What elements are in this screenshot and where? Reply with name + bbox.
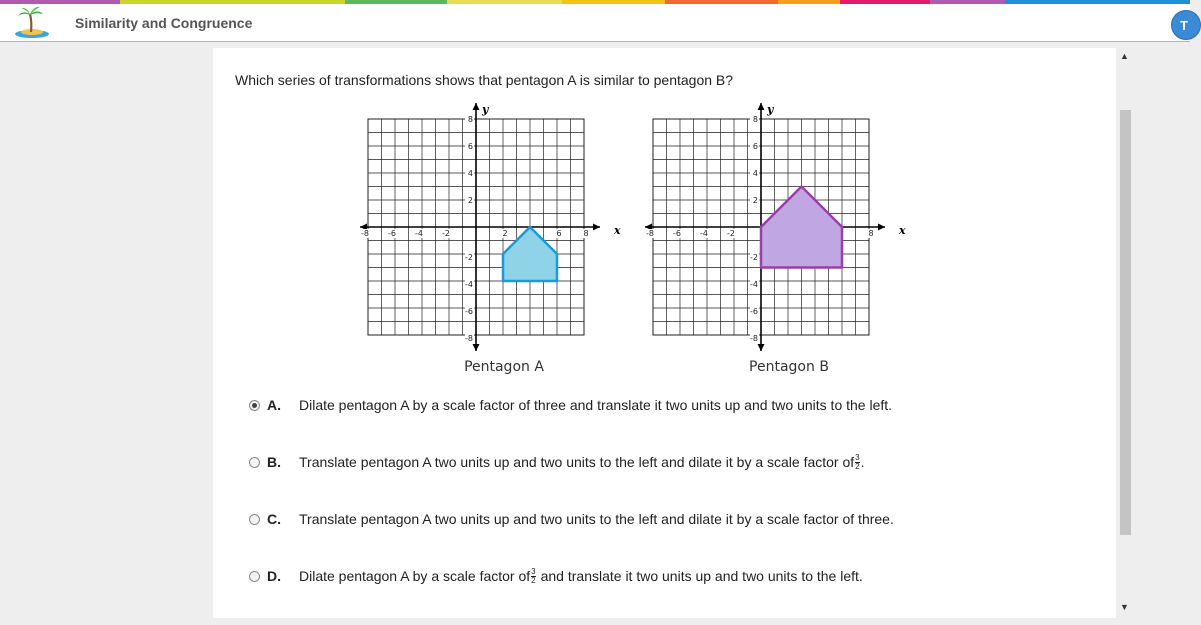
radio-button-d[interactable] bbox=[249, 571, 260, 582]
fraction-numerator: 3 bbox=[531, 566, 536, 576]
y-tick-label: -6 bbox=[465, 307, 473, 316]
x-axis-label: x bbox=[614, 224, 621, 237]
y-tick-label: -2 bbox=[465, 253, 473, 262]
fraction-numerator: 3 bbox=[855, 452, 860, 462]
y-tick-label: 6 bbox=[752, 142, 758, 151]
x-tick-label: -4 bbox=[700, 229, 708, 238]
x-axis-arrow bbox=[878, 224, 885, 231]
choice-a[interactable] bbox=[249, 394, 892, 416]
choice-letter: D. bbox=[267, 568, 281, 584]
fraction bbox=[531, 568, 535, 585]
island-logo-icon bbox=[13, 5, 51, 39]
x-tick-label: 8 bbox=[868, 229, 874, 238]
scroll-down-arrow-icon[interactable]: ▼ bbox=[1120, 602, 1129, 612]
x-tick-label: 2 bbox=[502, 229, 508, 238]
pentagon-a-graph bbox=[361, 103, 638, 373]
x-tick-label: -8 bbox=[646, 229, 654, 238]
choice-text-end: and translate it two units up and two units to the left. bbox=[540, 568, 863, 584]
y-tick-label: -8 bbox=[750, 334, 758, 343]
y-axis-label: y bbox=[482, 103, 489, 116]
y-axis-arrow bbox=[473, 344, 480, 351]
choice-text: Translate pentagon A two units up and two units to the left and dilate it by a scale factor of bbox=[299, 454, 855, 470]
choice-d[interactable] bbox=[249, 565, 863, 587]
y-tick-label: 4 bbox=[752, 169, 758, 178]
choice-b[interactable] bbox=[249, 451, 865, 473]
y-tick-label: -6 bbox=[750, 307, 758, 316]
app-header bbox=[0, 4, 1190, 42]
radio-button-a[interactable] bbox=[249, 400, 260, 411]
choice-letter: C. bbox=[267, 511, 281, 527]
x-tick-label: 6 bbox=[556, 229, 562, 238]
fraction-denominator: 2 bbox=[855, 461, 860, 471]
choice-letter: B. bbox=[267, 454, 281, 470]
y-axis-label: y bbox=[767, 103, 774, 116]
question-text: Which series of transformations shows that pentagon A is similar to pentagon B? bbox=[235, 72, 734, 88]
y-axis-arrow bbox=[473, 103, 480, 110]
pentagon-a-caption: Pentagon A bbox=[464, 359, 544, 375]
x-tick-label: -4 bbox=[415, 229, 423, 238]
y-tick-label: 4 bbox=[467, 169, 473, 178]
user-avatar-button[interactable]: T bbox=[1171, 10, 1201, 40]
fraction bbox=[855, 454, 859, 471]
y-tick-label: -8 bbox=[465, 334, 473, 343]
x-tick-label: -8 bbox=[361, 229, 369, 238]
x-tick-label: -2 bbox=[727, 229, 735, 238]
y-tick-label: -4 bbox=[465, 280, 473, 289]
x-tick-label: -6 bbox=[388, 229, 396, 238]
app-title: Similarity and Congruence bbox=[75, 15, 253, 31]
question-panel bbox=[213, 48, 1116, 618]
choice-c[interactable] bbox=[249, 508, 894, 530]
y-tick-label: 6 bbox=[467, 142, 473, 151]
scroll-up-arrow-icon[interactable]: ▲ bbox=[1120, 51, 1129, 61]
x-tick-label: -6 bbox=[673, 229, 681, 238]
scroll-thumb[interactable] bbox=[1120, 110, 1131, 535]
choice-text: Dilate pentagon A by a scale factor of three and translate it two units up and two units to the left. bbox=[299, 397, 893, 413]
y-axis-arrow bbox=[758, 344, 765, 351]
y-tick-label: 2 bbox=[467, 196, 473, 205]
x-axis-arrow bbox=[593, 224, 600, 231]
pentagon-b-caption: Pentagon B bbox=[749, 359, 829, 375]
choice-text: Dilate pentagon A by a scale factor of bbox=[299, 568, 531, 584]
choice-text-end: . bbox=[860, 454, 865, 470]
fraction-denominator: 2 bbox=[531, 575, 536, 585]
x-tick-label: -2 bbox=[442, 229, 450, 238]
x-axis-label: x bbox=[899, 224, 906, 237]
choice-text: Translate pentagon A two units up and two units to the left and dilate it by a scale factor of three. bbox=[299, 511, 894, 527]
vertical-scrollbar[interactable] bbox=[1117, 48, 1134, 618]
x-tick-label: 8 bbox=[583, 229, 589, 238]
y-tick-label: -4 bbox=[750, 280, 758, 289]
y-axis-arrow bbox=[758, 103, 765, 110]
y-tick-label: 8 bbox=[752, 115, 758, 124]
radio-button-b[interactable] bbox=[249, 457, 260, 468]
y-tick-label: 8 bbox=[467, 115, 473, 124]
radio-button-c[interactable] bbox=[249, 514, 260, 525]
pentagon-b-graph bbox=[646, 103, 923, 373]
choice-letter: A. bbox=[267, 397, 281, 413]
y-tick-label: 2 bbox=[752, 196, 758, 205]
y-tick-label: -2 bbox=[750, 253, 758, 262]
